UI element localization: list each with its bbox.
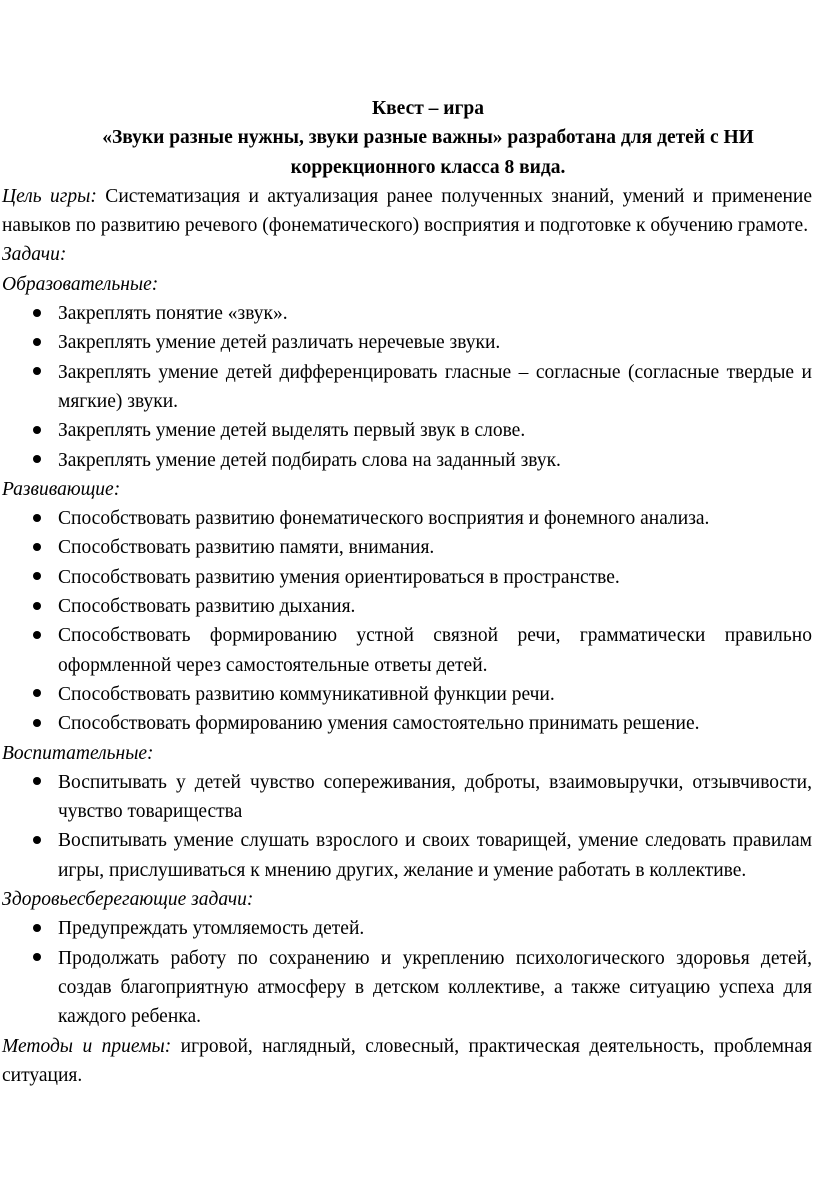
- list-item: [0, 944, 816, 1032]
- list-item: [0, 768, 816, 827]
- health-list: [0, 914, 816, 1031]
- bullet-icon: [32, 328, 42, 357]
- methods-paragraph: [0, 1032, 816, 1091]
- list-item: [0, 621, 816, 680]
- list-item-text: Предупреждать утомляемость детей.: [58, 918, 365, 940]
- list-item-text: Способствовать развитию памяти, внимания.: [58, 537, 435, 559]
- goal-paragraph: [0, 182, 816, 241]
- list-item: [0, 533, 816, 562]
- list-item-text: Закреплять умение детей выделять первый звук в слове.: [58, 420, 526, 442]
- bullet-icon: [32, 621, 42, 650]
- list-item-text: Способствовать развитию умения ориентироваться в пространстве.: [58, 566, 620, 588]
- bullet-icon: [32, 914, 42, 943]
- list-item-text: Способствовать развитию дыхания.: [58, 596, 356, 618]
- goal-text: Систематизация и актуализация ранее полученных знаний, умений и применение навыков по развитию речевого (фонематического) восприятия и подготовке к обучению грамоте.: [2, 185, 812, 237]
- document-page: [0, 94, 816, 1090]
- list-item-text: Способствовать формированию устной связной речи, грамматически правильно оформленной через самостоятельные ответы детей.: [58, 625, 812, 676]
- list-item: [0, 416, 816, 445]
- bullet-icon: [32, 680, 42, 709]
- tasks-heading: Задачи:: [2, 244, 67, 266]
- bullet-icon: [32, 504, 42, 533]
- list-item: [0, 299, 816, 328]
- title-line-2: «Звуки разные нужны, звуки разные важны» разработана для детей с НИ: [102, 127, 754, 149]
- bullet-icon: [32, 709, 42, 738]
- list-item-text: Продолжать работу по сохранению и укреплению психологического здоровья детей, создав благоприятную атмосферу в детском коллективе, а также ситуацию успеха для каждого ребенка.: [58, 947, 812, 1028]
- bullet-icon: [32, 826, 42, 855]
- bullet-icon: [32, 416, 42, 445]
- title-line-1: Квест – игра: [372, 98, 484, 119]
- methods-label: Методы и приемы:: [2, 1035, 172, 1057]
- goal-label: Цель игры:: [2, 185, 97, 207]
- bullet-icon: [32, 299, 42, 328]
- list-item: [0, 358, 816, 417]
- health-heading: Здоровьесберегающие задачи:: [2, 889, 254, 911]
- title-line-3: коррекционного класса 8 вида.: [290, 156, 566, 178]
- list-item: [0, 914, 816, 943]
- list-item: [0, 504, 816, 533]
- list-item-text: Закреплять умение детей дифференцировать гласные – согласные (согласные твердые и мягкие) звуки.: [58, 361, 812, 412]
- educational-list: [0, 299, 816, 475]
- bullet-icon: [32, 358, 42, 387]
- bullet-icon: [32, 533, 42, 562]
- bullet-icon: [32, 944, 42, 973]
- bullet-icon: [32, 446, 42, 475]
- list-item: [0, 826, 816, 885]
- list-item-text: Закреплять понятие «звук».: [58, 303, 288, 325]
- bullet-icon: [32, 592, 42, 621]
- list-item-text: Способствовать развитию фонематического восприятия и фонемного анализа.: [58, 508, 710, 530]
- methods-text: игровой, наглядный, словесный, практическая деятельность, проблемная ситуация.: [2, 1035, 812, 1086]
- list-item: [0, 592, 816, 621]
- list-item-text: Воспитывать у детей чувство сопереживания, доброты, взаимовыручки, отзывчивости, чувство товарищества: [58, 771, 812, 823]
- list-item: [0, 446, 816, 475]
- list-item-text: Способствовать развитию коммуникативной функции речи.: [58, 683, 555, 705]
- upbringing-heading: Воспитательные:: [2, 742, 154, 764]
- bullet-icon: [32, 563, 42, 592]
- list-item: [0, 563, 816, 592]
- list-item-text: Способствовать формированию умения самостоятельно принимать решение.: [58, 713, 700, 735]
- list-item: [0, 709, 816, 738]
- educational-heading: Образовательные:: [2, 273, 159, 295]
- developmental-heading: Развивающие:: [2, 478, 121, 500]
- bullet-icon: [32, 768, 42, 797]
- developmental-list: [0, 504, 816, 738]
- list-item-text: Закреплять умение детей различать неречевые звуки.: [58, 332, 501, 354]
- list-item-text: Закреплять умение детей подбирать слова на заданный звук.: [58, 449, 561, 471]
- list-item: [0, 680, 816, 709]
- list-item: [0, 328, 816, 357]
- upbringing-list: [0, 768, 816, 885]
- list-item-text: Воспитывать умение слушать взрослого и своих товарищей, умение следовать правилам игры, прислушиваться к мнению других, желание и умение работать в коллективе.: [58, 830, 812, 881]
